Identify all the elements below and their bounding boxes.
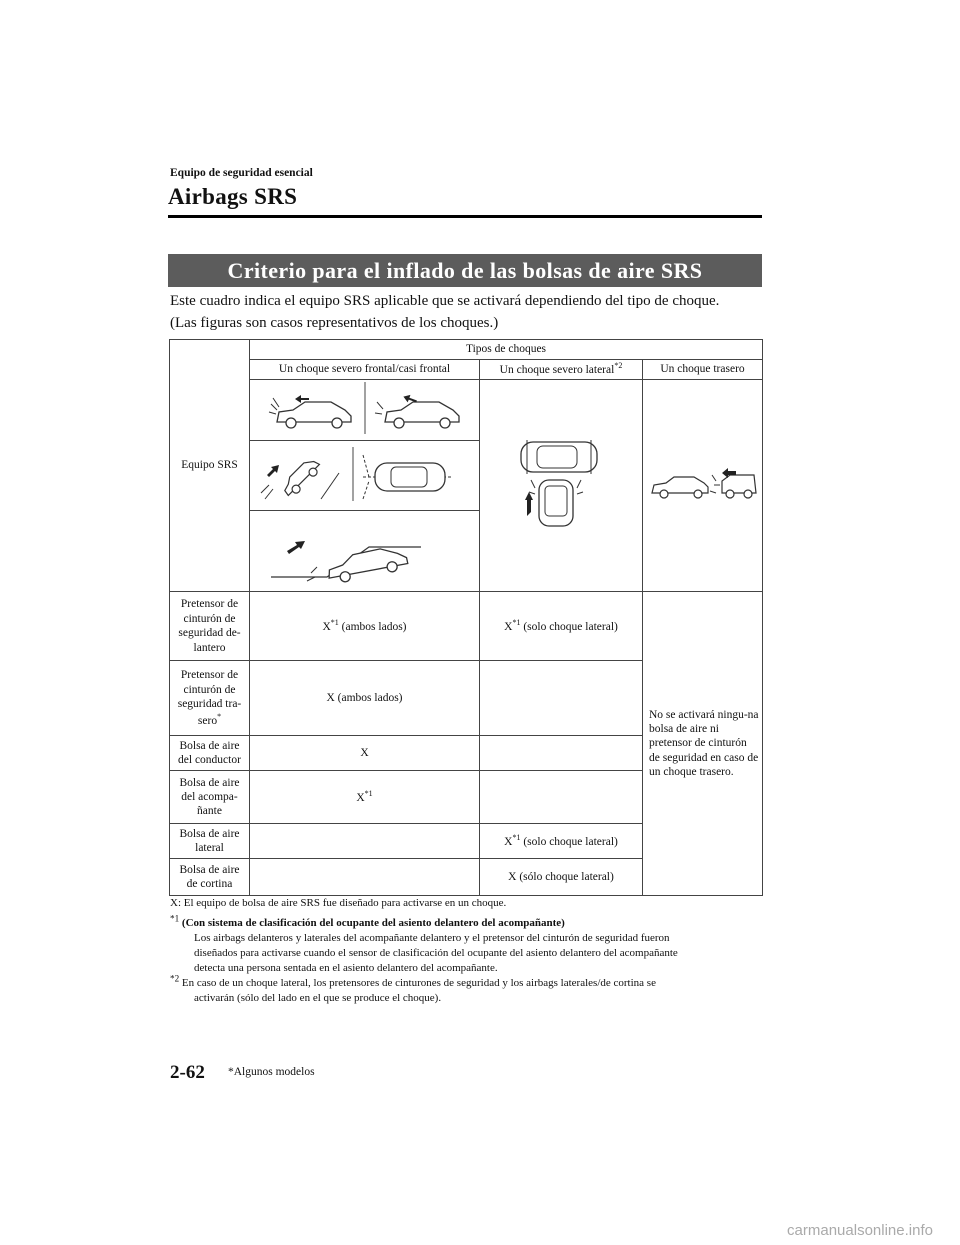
cell-lateral [480, 661, 643, 736]
rear-crash-illustration [643, 380, 763, 592]
types-header: Tipos de choques [250, 340, 763, 360]
cell-frontal: X [250, 736, 480, 771]
footnote-x: X: El equipo de bolsa de aire SRS fue diseñado para activarse en un choque. [170, 897, 507, 909]
frontal-crash-illustration-1 [250, 380, 480, 441]
section-banner [168, 254, 762, 287]
srs-criteria-table [169, 339, 763, 896]
cell-frontal: $X^{*1}$ [250, 771, 480, 824]
row-label-curtain-airbag: Bolsa de aire de cortina [170, 859, 250, 896]
col-rear-header: Un choque trasero [643, 360, 763, 380]
corner-label: Equipo SRS [170, 340, 250, 592]
row-label-passenger-airbag: Bolsa de aire del acompa-ñante [170, 771, 250, 824]
chapter-divider [168, 215, 762, 218]
watermark: carmanualsonline.info [787, 1222, 933, 1239]
page-number: 2-62 [170, 1062, 205, 1083]
cell-frontal: X (ambos lados) [250, 661, 480, 736]
side-crash-icon [481, 418, 641, 548]
row-label-side-airbag: Bolsa de aire lateral [170, 824, 250, 859]
models-note: *Algunos modelos [228, 1066, 315, 1078]
section-label: Equipo de seguridad esencial [170, 167, 313, 179]
frontal-crash-icon [251, 380, 479, 436]
intro-line-2: (Las figuras son casos representativos de los choques.) [170, 315, 499, 331]
row-label-rear-pretensioner: Pretensor de cinturón de seguridad tra-sero* [170, 661, 250, 736]
table-row [170, 340, 763, 360]
cell-lateral: X (sólo choque lateral) [480, 859, 643, 896]
cell-frontal [250, 859, 480, 896]
oblique-crash-icon [251, 441, 479, 505]
table-row [170, 592, 763, 661]
row-label-front-pretensioner: Pretensor de cinturón de seguridad de-lantero [170, 592, 250, 661]
cell-lateral [480, 736, 643, 771]
chapter-title: Airbags SRS [168, 184, 298, 209]
banner-title: Criterio para el inflado de las bolsas de aire SRS [227, 257, 703, 283]
rear-crash-note: No se activará ningu-na bolsa de aire ni pretensor de cinturón de seguridad en caso de un choque trasero. [643, 592, 763, 896]
col-lateral-header: Un choque severo lateral$^{*2}$ [480, 360, 643, 380]
cell-frontal [250, 824, 480, 859]
cell-frontal: $X^{*1}$ (ambos lados) [250, 592, 480, 661]
cell-lateral [480, 771, 643, 824]
frontal-crash-illustration-3 [250, 510, 480, 591]
cell-lateral: $X^{*1}$ (solo choque lateral) [480, 592, 643, 661]
table-row [170, 360, 763, 380]
intro-line-1: Este cuadro indica el equipo SRS aplicable que se activará dependiendo del tipo de choque. [170, 293, 720, 309]
rear-crash-icon [644, 453, 762, 513]
ramp-crash-icon [251, 511, 479, 587]
table-row [170, 380, 763, 441]
footnote-2: $^{*2}$ En caso de un choque lateral, los pretensores de cinturones de seguridad y los airbags laterales/de cortina se activarán (sólo del lado en el que se produce el choque). [170, 973, 656, 1004]
col-frontal-header: Un choque severo frontal/casi frontal [250, 360, 480, 380]
footnote-1: $^{*1}$ (Con sistema de clasificación del ocupante del asiento delantero del acompañante) Los airbags delanteros y laterales del acompañante delantero y el pretensor del cinturón de seguridad fueron diseñados para activarse cuando el sensor de clasificación del ocupante del asiento delantero del acompañante detecta una persona sentada en el asiento delantero del acompañante. [170, 913, 678, 974]
row-label-driver-airbag: Bolsa de aire del conductor [170, 736, 250, 771]
lateral-crash-illustration [480, 380, 643, 592]
frontal-crash-illustration-2 [250, 441, 480, 510]
cell-lateral: $X^{*1}$ (solo choque lateral) [480, 824, 643, 859]
